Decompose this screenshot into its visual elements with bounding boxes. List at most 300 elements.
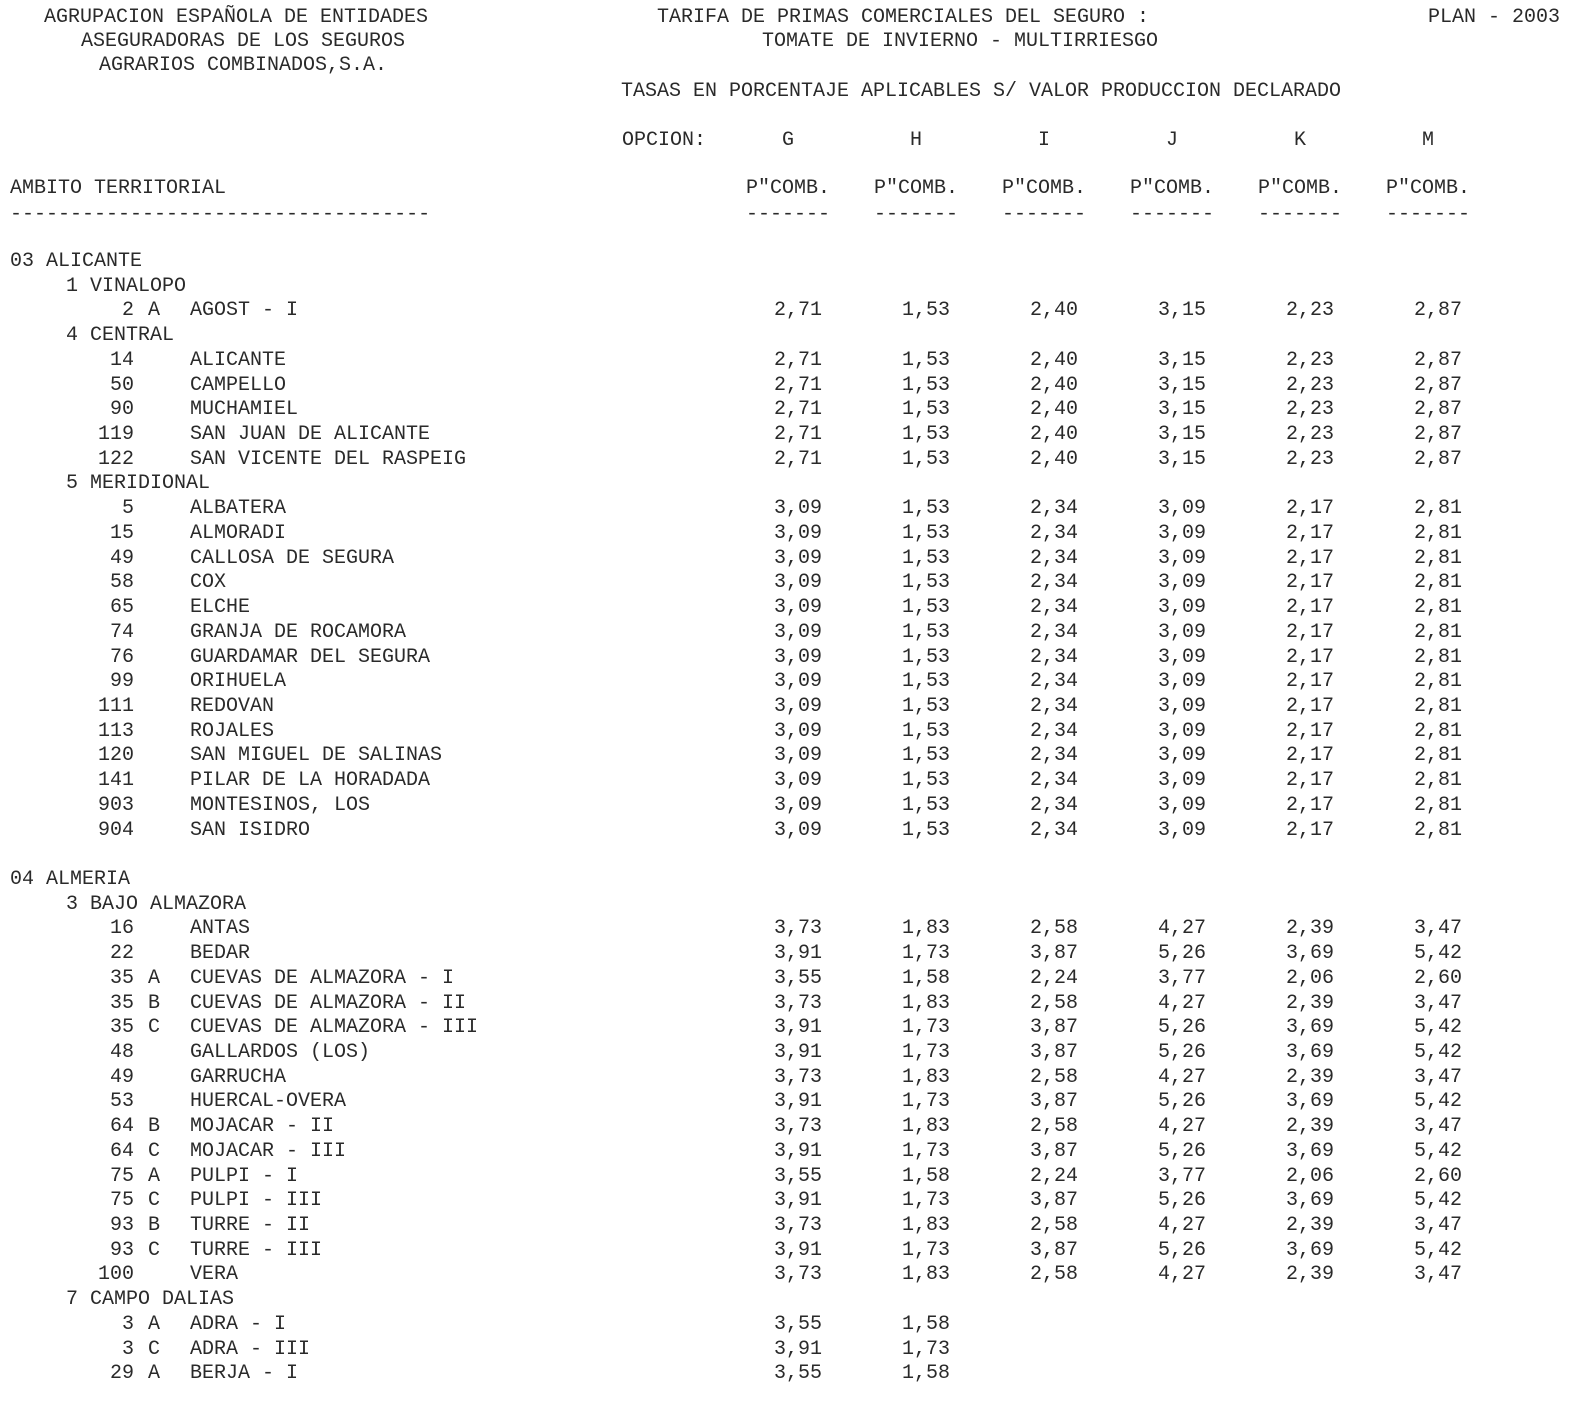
- rate-value-j: 3,09: [1157, 645, 1206, 669]
- rate-value-h: 1,73: [901, 942, 950, 966]
- rate-value-k: 2,39: [1285, 1115, 1334, 1139]
- table-row: [0, 497, 1580, 522]
- municipality-name: ALBATERA: [190, 497, 287, 521]
- rate-value-i: 2,58: [1029, 1263, 1078, 1287]
- rate-value-k: 2,23: [1285, 299, 1334, 323]
- rate-value-k: 2,23: [1285, 447, 1334, 471]
- document-subtitle: TASAS EN PORCENTAJE APLICABLES S/ VALOR PRODUCCION DECLARADO: [620, 80, 1342, 103]
- rate-value-h: 1,73: [901, 1041, 950, 1064]
- municipality-name: CAMPELLO: [190, 373, 287, 397]
- rate-value-k: 2,17: [1285, 620, 1334, 644]
- rate-value-k: 2,23: [1285, 423, 1334, 447]
- rate-value-m: 2,81: [1413, 497, 1462, 521]
- rate-value-i: 2,34: [1029, 694, 1078, 718]
- rate-value-i: 2,24: [1029, 966, 1078, 990]
- rate-value-h: 1,53: [901, 348, 950, 372]
- rate-value-g: 3,09: [773, 571, 822, 595]
- municipality-code: 74: [109, 620, 134, 644]
- comarca-row: [0, 324, 1580, 349]
- rate-value-g: 3,73: [773, 1115, 822, 1139]
- municipality-name: MOJACAR - II: [190, 1115, 335, 1139]
- municipality-subzone: A: [148, 966, 161, 990]
- rate-value-i: 2,34: [1029, 645, 1078, 669]
- plan-label: PLAN - 2003: [1427, 6, 1560, 29]
- rate-value-j: 3,77: [1157, 1164, 1206, 1188]
- table-row: [0, 967, 1580, 992]
- municipality-code: 64: [109, 1115, 134, 1139]
- rate-value-k: 2,17: [1285, 497, 1334, 521]
- rate-value-j: 3,15: [1157, 447, 1206, 471]
- rate-value-j: 4,27: [1157, 991, 1206, 1015]
- municipality-code: 35: [109, 1016, 134, 1040]
- rate-value-k: 3,69: [1285, 1189, 1334, 1213]
- municipality-name: ORIHUELA: [190, 670, 287, 694]
- municipality-code: 99: [109, 670, 134, 694]
- rate-value-k: 2,17: [1285, 719, 1334, 743]
- rate-value-j: 3,09: [1157, 769, 1206, 793]
- table-row: [0, 720, 1580, 745]
- municipality-code: 65: [109, 596, 134, 620]
- rate-value-m: 3,47: [1413, 917, 1462, 941]
- municipality-name: SAN VICENTE DEL RASPEIG: [190, 447, 467, 471]
- rate-value-k: 3,69: [1285, 1041, 1334, 1064]
- province-label: 04 ALMERIA: [10, 867, 131, 891]
- rate-value-h: 1,53: [901, 596, 950, 620]
- organization-name-line-2: ASEGURADORAS DE LOS SEGUROS: [80, 30, 406, 53]
- rate-value-k: 2,17: [1285, 769, 1334, 793]
- rate-value-m: 5,42: [1413, 1041, 1462, 1064]
- municipality-subzone: A: [148, 299, 161, 323]
- municipality-code: 903: [97, 793, 134, 817]
- rate-value-k: 2,17: [1285, 546, 1334, 570]
- column-rule-i: -------: [1001, 203, 1087, 226]
- rate-value-h: 1,53: [901, 497, 950, 521]
- rate-value-g: 3,91: [773, 1139, 822, 1163]
- rate-value-k: 3,69: [1285, 1238, 1334, 1262]
- municipality-code: 119: [97, 423, 134, 447]
- rate-value-j: 4,27: [1157, 917, 1206, 941]
- municipality-subzone: B: [148, 1115, 161, 1139]
- comarca-row: [0, 1288, 1580, 1313]
- column-header-i: P"COMB.: [1001, 177, 1087, 200]
- table-row: [0, 1189, 1580, 1214]
- table-row: [0, 646, 1580, 671]
- rate-value-k: 3,69: [1285, 1090, 1334, 1114]
- rate-value-j: 3,09: [1157, 596, 1206, 620]
- rate-value-h: 1,53: [901, 719, 950, 743]
- rate-value-m: 2,81: [1413, 645, 1462, 669]
- rate-value-j: 5,26: [1157, 942, 1206, 966]
- organization-name-line-1: AGRUPACION ESPAÑOLA DE ENTIDADES: [43, 6, 429, 29]
- rate-value-m: 2,81: [1413, 620, 1462, 644]
- rate-value-j: 3,09: [1157, 546, 1206, 570]
- rate-value-h: 1,83: [901, 1065, 950, 1089]
- rate-value-i: 3,87: [1029, 1238, 1078, 1262]
- rate-value-k: 2,23: [1285, 373, 1334, 397]
- municipality-subzone: C: [148, 1189, 161, 1213]
- municipality-code: 93: [109, 1214, 134, 1238]
- municipality-code: 35: [109, 991, 134, 1015]
- municipality-name: BEDAR: [190, 942, 251, 966]
- rate-value-g: 3,91: [773, 1337, 822, 1361]
- rate-value-h: 1,73: [901, 1090, 950, 1114]
- rate-value-m: 2,87: [1413, 373, 1462, 397]
- column-rule-m: -------: [1385, 203, 1471, 226]
- rate-value-j: 3,09: [1157, 793, 1206, 817]
- table-row: [0, 744, 1580, 769]
- municipality-name: SAN JUAN DE ALICANTE: [190, 423, 431, 447]
- rate-value-h: 1,58: [901, 1362, 950, 1386]
- rate-value-m: 5,42: [1413, 1139, 1462, 1163]
- municipality-code: 75: [109, 1189, 134, 1213]
- rate-value-k: 2,17: [1285, 571, 1334, 595]
- rate-value-h: 1,53: [901, 818, 950, 842]
- municipality-name: ADRA - I: [190, 1312, 287, 1336]
- rate-value-g: 2,71: [773, 423, 822, 447]
- rate-value-i: 2,40: [1029, 299, 1078, 323]
- option-header-m: M: [1421, 129, 1435, 152]
- municipality-code: 3: [121, 1337, 134, 1361]
- rate-value-m: 3,47: [1413, 1065, 1462, 1089]
- rate-value-i: 2,34: [1029, 818, 1078, 842]
- rate-value-m: 2,81: [1413, 546, 1462, 570]
- rate-value-h: 1,53: [901, 694, 950, 718]
- rate-value-k: 2,17: [1285, 793, 1334, 817]
- rate-value-i: 3,87: [1029, 1139, 1078, 1163]
- column-header-m: P"COMB.: [1385, 177, 1471, 200]
- rate-value-h: 1,53: [901, 423, 950, 447]
- table-row: [0, 349, 1580, 374]
- municipality-code: 14: [109, 348, 134, 372]
- rate-value-i: 3,87: [1029, 1189, 1078, 1213]
- rate-value-g: 3,55: [773, 1164, 822, 1188]
- rate-value-j: 5,26: [1157, 1041, 1206, 1064]
- rate-value-k: 2,17: [1285, 744, 1334, 768]
- rate-value-h: 1,53: [901, 373, 950, 397]
- rate-value-g: 3,55: [773, 966, 822, 990]
- rate-value-h: 1,53: [901, 398, 950, 422]
- municipality-name: ANTAS: [190, 917, 251, 941]
- rate-value-g: 3,09: [773, 596, 822, 620]
- rate-value-h: 1,58: [901, 1312, 950, 1336]
- column-header-j: P"COMB.: [1129, 177, 1215, 200]
- rate-value-h: 1,53: [901, 744, 950, 768]
- rate-value-h: 1,73: [901, 1238, 950, 1262]
- rate-value-k: 3,69: [1285, 942, 1334, 966]
- rate-value-m: 2,87: [1413, 423, 1462, 447]
- municipality-code: 3: [121, 1312, 134, 1336]
- rate-value-j: 3,09: [1157, 670, 1206, 694]
- rate-value-k: 2,06: [1285, 966, 1334, 990]
- column-header-k: P"COMB.: [1257, 177, 1343, 200]
- rate-value-j: 3,15: [1157, 348, 1206, 372]
- rate-value-g: 2,71: [773, 373, 822, 397]
- rate-value-m: 2,81: [1413, 744, 1462, 768]
- rate-value-j: 3,15: [1157, 299, 1206, 323]
- rate-value-i: 2,34: [1029, 571, 1078, 595]
- table-row: [0, 1165, 1580, 1190]
- municipality-name: GRANJA DE ROCAMORA: [190, 620, 407, 644]
- rate-value-g: 3,55: [773, 1362, 822, 1386]
- table-row: [0, 1041, 1580, 1066]
- rate-value-j: 3,09: [1157, 719, 1206, 743]
- comarca-label: 7 CAMPO DALIAS: [66, 1288, 235, 1312]
- table-row: [0, 1362, 1580, 1387]
- table-row: [0, 917, 1580, 942]
- municipality-name: PILAR DE LA HORADADA: [190, 769, 431, 793]
- comarca-label: 4 CENTRAL: [66, 324, 175, 348]
- rate-value-h: 1,53: [901, 793, 950, 817]
- rate-value-i: 2,34: [1029, 744, 1078, 768]
- rate-value-m: 3,47: [1413, 1214, 1462, 1238]
- column-rule-j: -------: [1129, 203, 1215, 226]
- column-header-h: P"COMB.: [873, 177, 959, 200]
- rate-value-m: 5,42: [1413, 942, 1462, 966]
- rate-value-h: 1,83: [901, 1115, 950, 1139]
- rate-value-h: 1,53: [901, 299, 950, 323]
- rate-value-k: 2,23: [1285, 348, 1334, 372]
- rate-value-i: 2,34: [1029, 497, 1078, 521]
- rate-value-i: 2,34: [1029, 620, 1078, 644]
- rate-value-i: 2,34: [1029, 793, 1078, 817]
- rate-value-j: 5,26: [1157, 1238, 1206, 1262]
- rate-value-m: 5,42: [1413, 1090, 1462, 1114]
- rate-value-g: 3,73: [773, 991, 822, 1015]
- municipality-code: 100: [97, 1263, 134, 1287]
- municipality-subzone: C: [148, 1337, 161, 1361]
- ambito-header-rule: -----------------------------------: [10, 203, 431, 226]
- municipality-code: 76: [109, 645, 134, 669]
- municipality-code: 120: [97, 744, 134, 768]
- municipality-code: 48: [109, 1041, 134, 1064]
- rate-value-m: 3,47: [1413, 1263, 1462, 1287]
- rate-value-i: 2,58: [1029, 1115, 1078, 1139]
- municipality-name: REDOVAN: [190, 694, 275, 718]
- column-rule-h: -------: [873, 203, 959, 226]
- rate-value-h: 1,53: [901, 571, 950, 595]
- rate-value-i: 3,87: [1029, 1090, 1078, 1114]
- table-row: [0, 1313, 1580, 1338]
- table-row: [0, 596, 1580, 621]
- municipality-name: CUEVAS DE ALMAZORA - III: [190, 1016, 479, 1040]
- rate-value-m: 5,42: [1413, 1189, 1462, 1213]
- municipality-name: SAN ISIDRO: [190, 818, 311, 842]
- municipality-code: 75: [109, 1164, 134, 1188]
- rate-value-j: 3,09: [1157, 571, 1206, 595]
- rate-value-g: 2,71: [773, 299, 822, 323]
- municipality-name: ADRA - III: [190, 1337, 311, 1361]
- municipality-subzone: C: [148, 1016, 161, 1040]
- municipality-subzone: A: [148, 1164, 161, 1188]
- rate-value-k: 3,69: [1285, 1016, 1334, 1040]
- rate-value-h: 1,53: [901, 645, 950, 669]
- option-header-h: H: [909, 129, 923, 152]
- rate-value-i: 2,40: [1029, 373, 1078, 397]
- option-header-k: K: [1293, 129, 1307, 152]
- rate-value-g: 3,91: [773, 1016, 822, 1040]
- comarca-label: 5 MERIDIONAL: [66, 472, 211, 496]
- rate-value-m: 2,81: [1413, 521, 1462, 545]
- table-row: [0, 670, 1580, 695]
- rate-value-j: 3,77: [1157, 966, 1206, 990]
- rate-value-j: 4,27: [1157, 1263, 1206, 1287]
- municipality-name: BERJA - I: [190, 1362, 299, 1386]
- column-rule-k: -------: [1257, 203, 1343, 226]
- rate-value-i: 3,87: [1029, 1041, 1078, 1064]
- municipality-name: GARRUCHA: [190, 1065, 287, 1089]
- rate-value-j: 5,26: [1157, 1139, 1206, 1163]
- rate-value-g: 3,09: [773, 769, 822, 793]
- municipality-subzone: A: [148, 1362, 161, 1386]
- municipality-code: 5: [121, 497, 134, 521]
- table-row: [0, 1239, 1580, 1264]
- organization-name-line-3: AGRARIOS COMBINADOS,S.A.: [98, 54, 388, 77]
- rate-value-g: 3,09: [773, 670, 822, 694]
- municipality-name: CALLOSA DE SEGURA: [190, 546, 395, 570]
- rate-value-h: 1,73: [901, 1139, 950, 1163]
- comarca-row: [0, 472, 1580, 497]
- rate-value-i: 2,58: [1029, 917, 1078, 941]
- rate-value-h: 1,53: [901, 769, 950, 793]
- rate-value-m: 2,81: [1413, 769, 1462, 793]
- municipality-name: PULPI - I: [190, 1164, 299, 1188]
- municipality-code: 15: [109, 521, 134, 545]
- municipality-code: 904: [97, 818, 134, 842]
- table-row: [0, 571, 1580, 596]
- table-row: [0, 695, 1580, 720]
- rate-value-k: 2,39: [1285, 1214, 1334, 1238]
- rate-value-k: 2,17: [1285, 694, 1334, 718]
- rate-value-g: 3,09: [773, 620, 822, 644]
- municipality-code: 111: [97, 694, 134, 718]
- municipality-code: 58: [109, 571, 134, 595]
- rate-value-j: 5,26: [1157, 1016, 1206, 1040]
- rate-value-m: 2,87: [1413, 348, 1462, 372]
- municipality-name: GUARDAMAR DEL SEGURA: [190, 645, 431, 669]
- rate-value-g: 3,73: [773, 1263, 822, 1287]
- rate-value-g: 3,09: [773, 497, 822, 521]
- rate-value-m: 2,87: [1413, 299, 1462, 323]
- municipality-code: 49: [109, 546, 134, 570]
- table-row: [0, 1263, 1580, 1288]
- document-title-line-2: TOMATE DE INVIERNO - MULTIRRIESGO: [761, 30, 1159, 53]
- rate-value-g: 3,09: [773, 793, 822, 817]
- rate-value-g: 3,09: [773, 818, 822, 842]
- rate-value-j: 3,09: [1157, 694, 1206, 718]
- table-row: [0, 448, 1580, 473]
- rate-value-h: 1,53: [901, 546, 950, 570]
- municipality-name: MOJACAR - III: [190, 1139, 347, 1163]
- rate-value-j: 3,15: [1157, 423, 1206, 447]
- rate-value-i: 3,87: [1029, 942, 1078, 966]
- table-row: [0, 1090, 1580, 1115]
- rate-value-j: 3,09: [1157, 497, 1206, 521]
- municipality-name: VERA: [190, 1263, 239, 1287]
- rate-value-g: 3,91: [773, 1090, 822, 1114]
- rate-value-j: 5,26: [1157, 1189, 1206, 1213]
- blank-row: [0, 843, 1580, 868]
- table-row: [0, 992, 1580, 1017]
- comarca-label: 3 BAJO ALMAZORA: [66, 892, 247, 916]
- rate-value-i: 2,40: [1029, 348, 1078, 372]
- rate-value-g: 3,91: [773, 1238, 822, 1262]
- rate-value-j: 5,26: [1157, 1090, 1206, 1114]
- municipality-name: GALLARDOS (LOS): [190, 1041, 371, 1064]
- municipality-code: 64: [109, 1139, 134, 1163]
- rate-value-k: 2,17: [1285, 670, 1334, 694]
- municipality-name: COX: [190, 571, 227, 595]
- municipality-name: ALICANTE: [190, 348, 287, 372]
- rate-value-h: 1,73: [901, 1337, 950, 1361]
- rate-value-g: 3,91: [773, 942, 822, 966]
- rate-value-h: 1,53: [901, 521, 950, 545]
- rate-value-i: 2,34: [1029, 670, 1078, 694]
- rate-value-h: 1,83: [901, 991, 950, 1015]
- municipality-code: 16: [109, 917, 134, 941]
- rate-value-g: 3,91: [773, 1041, 822, 1064]
- table-row: [0, 547, 1580, 572]
- rate-value-m: 5,42: [1413, 1016, 1462, 1040]
- municipality-name: ROJALES: [190, 719, 275, 743]
- rate-value-h: 1,53: [901, 620, 950, 644]
- municipality-code: 2: [121, 299, 134, 323]
- rate-value-m: 2,60: [1413, 1164, 1462, 1188]
- rate-value-k: 2,17: [1285, 818, 1334, 842]
- municipality-name: MUCHAMIEL: [190, 398, 299, 422]
- comarca-row: [0, 893, 1580, 918]
- rate-value-h: 1,58: [901, 966, 950, 990]
- table-row: [0, 1016, 1580, 1041]
- rate-value-m: 2,87: [1413, 447, 1462, 471]
- table-row: [0, 374, 1580, 399]
- municipality-name: PULPI - III: [190, 1189, 323, 1213]
- province-label: 03 ALICANTE: [10, 250, 143, 273]
- column-header-g: P"COMB.: [745, 177, 831, 200]
- rate-value-k: 2,39: [1285, 991, 1334, 1015]
- option-header-j: J: [1165, 129, 1179, 152]
- rate-value-g: 3,73: [773, 917, 822, 941]
- rate-value-m: 3,47: [1413, 1115, 1462, 1139]
- table-row: [0, 794, 1580, 819]
- municipality-name: HUERCAL-OVERA: [190, 1090, 347, 1114]
- rate-value-h: 1,58: [901, 1164, 950, 1188]
- table-row: [0, 299, 1580, 324]
- comarca-row: [0, 275, 1580, 300]
- table-row: [0, 1338, 1580, 1363]
- rate-value-g: 3,09: [773, 546, 822, 570]
- rate-value-g: 3,91: [773, 1189, 822, 1213]
- rate-value-i: 2,58: [1029, 1214, 1078, 1238]
- municipality-code: 53: [109, 1090, 134, 1114]
- rate-value-j: 3,15: [1157, 373, 1206, 397]
- rate-value-m: 2,81: [1413, 694, 1462, 718]
- rate-value-k: 2,06: [1285, 1164, 1334, 1188]
- rate-value-i: 2,40: [1029, 398, 1078, 422]
- municipality-name: AGOST - I: [190, 299, 299, 323]
- ambito-territorial-header: AMBITO TERRITORIAL: [10, 177, 227, 200]
- comarca-label: 1 VINALOPO: [66, 274, 187, 298]
- municipality-name: SAN MIGUEL DE SALINAS: [190, 744, 443, 768]
- rate-value-h: 1,73: [901, 1016, 950, 1040]
- rate-value-h: 1,83: [901, 1214, 950, 1238]
- municipality-code: 22: [109, 942, 134, 966]
- municipality-name: TURRE - II: [190, 1214, 311, 1238]
- rate-value-k: 2,17: [1285, 645, 1334, 669]
- municipality-code: 93: [109, 1238, 134, 1262]
- rate-value-g: 2,71: [773, 348, 822, 372]
- rate-value-h: 1,73: [901, 1189, 950, 1213]
- rate-value-g: 3,09: [773, 744, 822, 768]
